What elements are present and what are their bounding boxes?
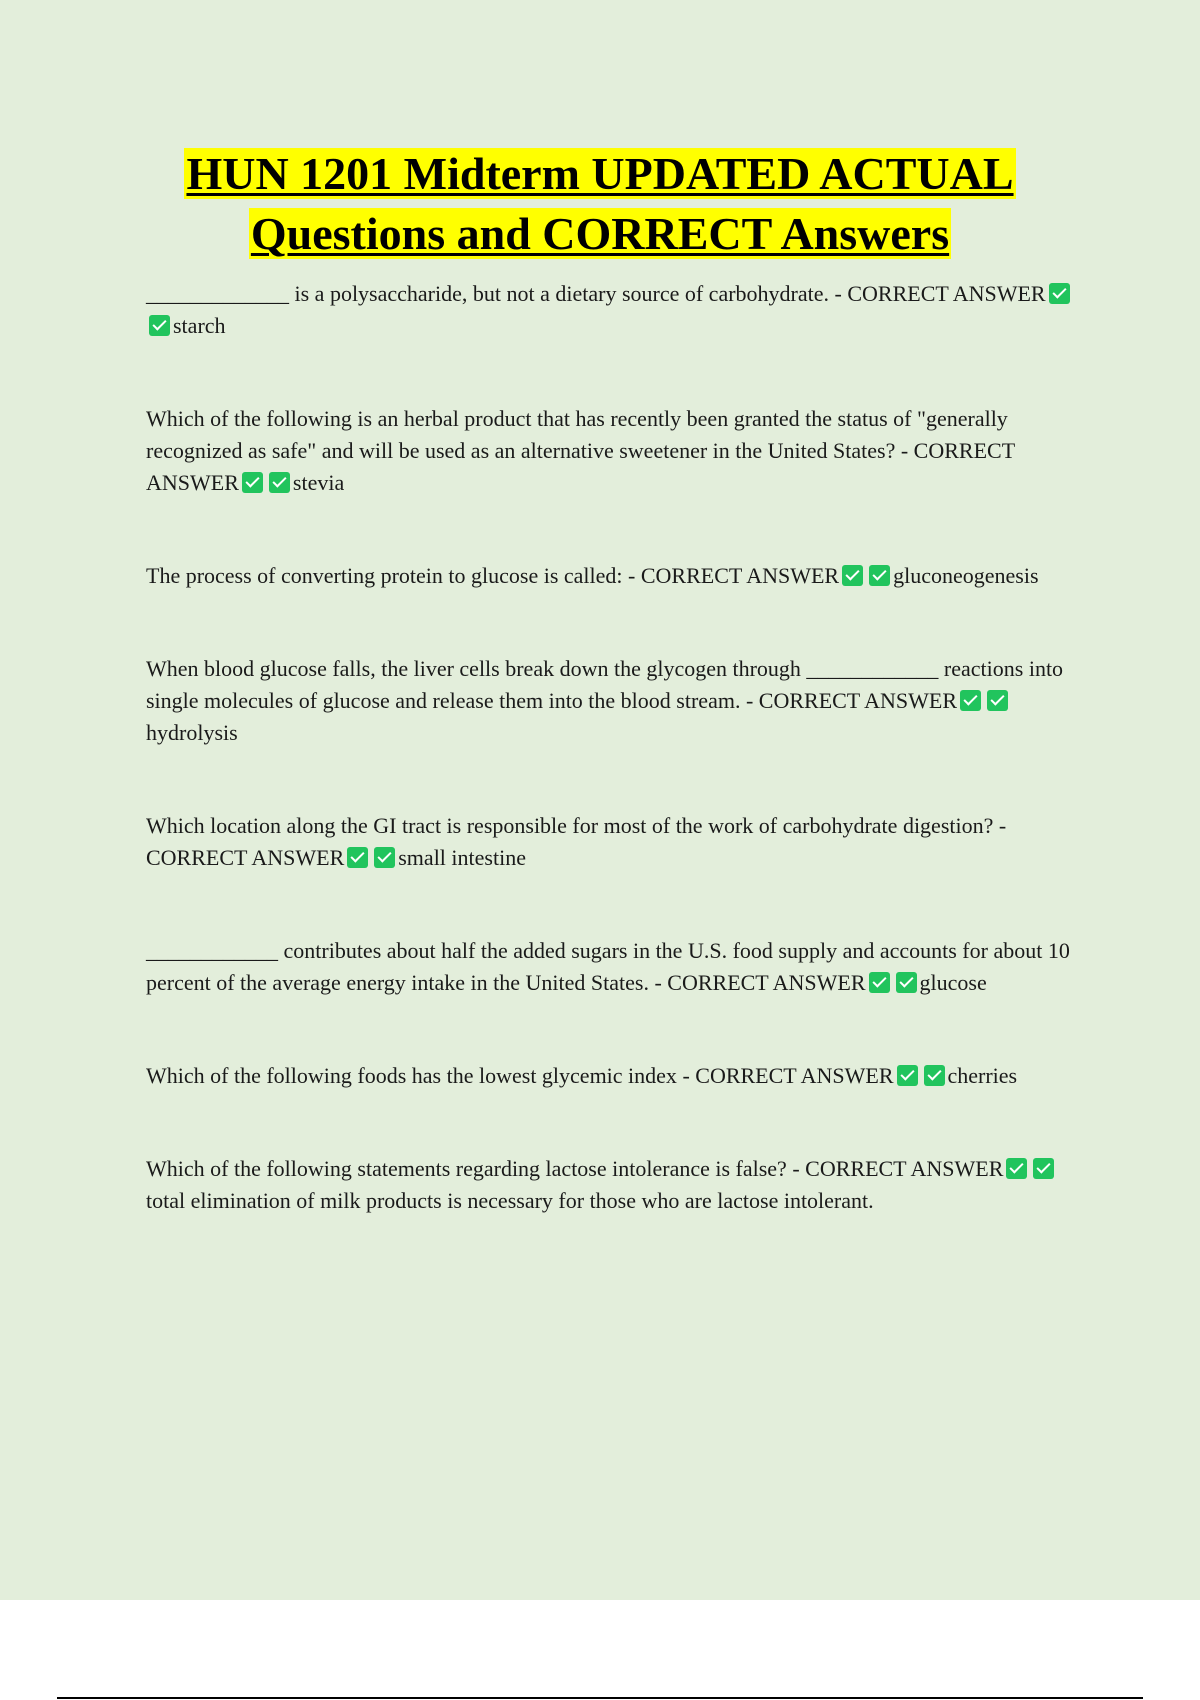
footer-divider — [57, 1697, 1143, 1699]
answer-text: gluconeogenesis — [893, 563, 1039, 588]
checkmark-box-icon — [924, 1065, 945, 1086]
answer-marker: - CORRECT ANSWER — [682, 1063, 894, 1088]
qa-item — [146, 560, 1086, 592]
answer-text: glucose — [919, 970, 987, 995]
checkmark-box-icon — [374, 847, 395, 868]
checkmark-box-icon — [842, 565, 863, 586]
question-text: Which of the following statements regarding lactose intolerance is false? — [146, 1156, 787, 1181]
checkmark-box-icon — [347, 847, 368, 868]
checkmark-box-icon — [869, 565, 890, 586]
checkmark-box-icon — [269, 472, 290, 493]
question-text: When blood glucose falls, the liver cells break down the glycogen through ____________ reactions into single molecules of glucose and release them into the blood stream. — [146, 656, 1064, 713]
checkmark-box-icon — [1033, 1158, 1054, 1179]
answer-marker: - CORRECT ANSWER — [628, 563, 840, 588]
question-text: Which of the following is an herbal product that has recently been granted the status of "generally recognized as safe" and will be used as an alternative sweetener in the United States? — [146, 406, 1008, 463]
question-text: Which location along the GI tract is responsible for most of the work of carbohydrate digestion? — [146, 813, 994, 838]
checkmark-box-icon — [1049, 283, 1070, 304]
question-text: _____________ is a polysaccharide, but not a dietary source of carbohydrate. — [146, 281, 830, 306]
checkmark-box-icon — [960, 690, 981, 711]
title-line-2-text: Questions and CORRECT Answers — [250, 208, 950, 259]
question-text: Which of the following foods has the lowest glycemic index — [146, 1063, 677, 1088]
qa-item — [146, 810, 1086, 874]
answer-marker: - CORRECT ANSWER — [654, 970, 866, 995]
qa-list — [146, 278, 1086, 1278]
title-line-1-text: HUN 1201 Midterm UPDATED ACTUAL — [186, 148, 1014, 199]
question-text: ____________ contributes about half the added sugars in the U.S. food supply and accounts for about 10 percent of the average energy intake in the United States. — [146, 938, 1070, 995]
question-text: The process of converting protein to glucose is called: — [146, 563, 623, 588]
answer-marker: - CORRECT ANSWER — [745, 688, 958, 713]
qa-item — [146, 1060, 1086, 1092]
answer-text: small intestine — [398, 845, 526, 870]
qa-item — [146, 653, 1086, 749]
answer-marker: - CORRECT ANSWER — [834, 281, 1046, 306]
title-line-2 — [0, 204, 1200, 264]
answer-text: cherries — [947, 1063, 1018, 1088]
qa-item — [146, 278, 1086, 342]
answer-text: total elimination of milk products is necessary for those who are lactose intolerant. — [146, 1188, 874, 1213]
checkmark-box-icon — [987, 690, 1008, 711]
answer-text: hydrolysis — [146, 720, 238, 745]
title-line-1 — [0, 144, 1200, 204]
page-title — [0, 144, 1200, 264]
checkmark-box-icon — [897, 1065, 918, 1086]
answer-text: starch — [173, 313, 226, 338]
checkmark-box-icon — [896, 972, 917, 993]
checkmark-box-icon — [149, 315, 170, 336]
answer-text: stevia — [292, 470, 345, 495]
answer-marker: - CORRECT ANSWER — [146, 438, 1015, 495]
checkmark-box-icon — [1006, 1158, 1027, 1179]
qa-item — [146, 1153, 1086, 1217]
checkmark-box-icon — [242, 472, 263, 493]
qa-item — [146, 935, 1086, 999]
checkmark-box-icon — [869, 972, 890, 993]
answer-marker: - CORRECT ANSWER — [146, 813, 1007, 870]
answer-marker: - CORRECT ANSWER — [792, 1156, 1004, 1181]
qa-item — [146, 403, 1086, 499]
